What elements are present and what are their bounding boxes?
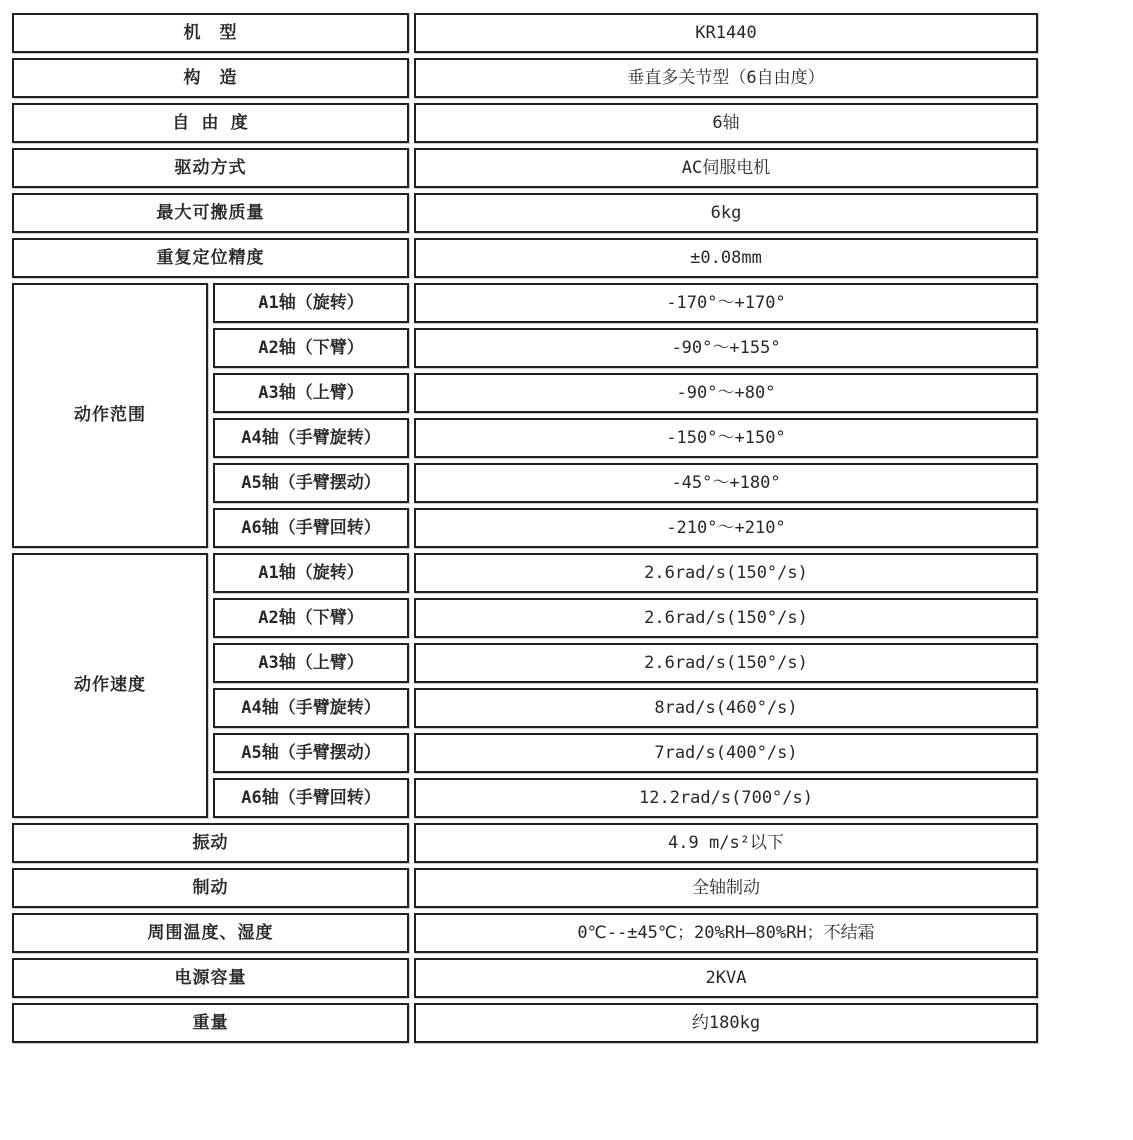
spec-label-structure: 构 造 bbox=[12, 58, 409, 98]
spec-value-drive: AC伺服电机 bbox=[414, 148, 1038, 188]
spec-value-structure: 垂直多关节型（6自由度） bbox=[414, 58, 1038, 98]
spec-label-drive: 驱动方式 bbox=[12, 148, 409, 188]
axis-label-range-a2: A2轴（下臂） bbox=[213, 328, 409, 368]
spec-label-power: 电源容量 bbox=[12, 958, 409, 998]
spec-label-model: 机 型 bbox=[12, 13, 409, 53]
spec-label-weight: 重量 bbox=[12, 1003, 409, 1043]
axis-label-range-a1: A1轴（旋转） bbox=[213, 283, 409, 323]
axis-label-speed-a2: A2轴（下臂） bbox=[213, 598, 409, 638]
axis-value-range-a2: -90°～+155° bbox=[414, 328, 1038, 368]
spec-value-brake: 全轴制动 bbox=[414, 868, 1038, 908]
axis-label-range-a4: A4轴（手臂旋转） bbox=[213, 418, 409, 458]
axis-value-range-a4: -150°～+150° bbox=[414, 418, 1038, 458]
spec-label-vibration: 振动 bbox=[12, 823, 409, 863]
axis-value-speed-a3: 2.6rad/s(150°/s) bbox=[414, 643, 1038, 683]
axis-value-speed-a6: 12.2rad/s(700°/s) bbox=[414, 778, 1038, 818]
spec-value-dof: 6轴 bbox=[414, 103, 1038, 143]
axis-value-range-a1: -170°～+170° bbox=[414, 283, 1038, 323]
axis-value-speed-a1: 2.6rad/s(150°/s) bbox=[414, 553, 1038, 593]
spec-value-ambient: 0℃--±45℃；20%RH—80%RH；不结霜 bbox=[414, 913, 1038, 953]
axis-label-speed-a4: A4轴（手臂旋转） bbox=[213, 688, 409, 728]
axis-label-range-a3: A3轴（上臂） bbox=[213, 373, 409, 413]
axis-label-speed-a1: A1轴（旋转） bbox=[213, 553, 409, 593]
axis-value-range-a5: -45°～+180° bbox=[414, 463, 1038, 503]
spec-value-power: 2KVA bbox=[414, 958, 1038, 998]
spec-value-repeatability: ±0.08mm bbox=[414, 238, 1038, 278]
spec-value-weight: 约180kg bbox=[414, 1003, 1038, 1043]
robot-spec-table bbox=[12, 13, 1038, 1043]
spec-label-repeatability: 重复定位精度 bbox=[12, 238, 409, 278]
axis-value-speed-a5: 7rad/s(400°/s) bbox=[414, 733, 1038, 773]
axis-label-speed-a3: A3轴（上臂） bbox=[213, 643, 409, 683]
axis-value-speed-a4: 8rad/s(460°/s) bbox=[414, 688, 1038, 728]
spec-value-model: KR1440 bbox=[414, 13, 1038, 53]
spec-label-brake: 制动 bbox=[12, 868, 409, 908]
axis-value-speed-a2: 2.6rad/s(150°/s) bbox=[414, 598, 1038, 638]
axis-label-speed-a5: A5轴（手臂摆动） bbox=[213, 733, 409, 773]
group-label-motion-speed: 动作速度 bbox=[12, 553, 208, 818]
axis-value-range-a6: -210°～+210° bbox=[414, 508, 1038, 548]
axis-label-speed-a6: A6轴（手臂回转） bbox=[213, 778, 409, 818]
spec-label-ambient: 周围温度、湿度 bbox=[12, 913, 409, 953]
axis-label-range-a5: A5轴（手臂摆动） bbox=[213, 463, 409, 503]
spec-label-dof: 自 由 度 bbox=[12, 103, 409, 143]
axis-value-range-a3: -90°～+80° bbox=[414, 373, 1038, 413]
spec-value-vibration: 4.9 m/s²以下 bbox=[414, 823, 1038, 863]
spec-value-payload: 6kg bbox=[414, 193, 1038, 233]
axis-label-range-a6: A6轴（手臂回转） bbox=[213, 508, 409, 548]
spec-label-payload: 最大可搬质量 bbox=[12, 193, 409, 233]
group-label-motion-range: 动作范围 bbox=[12, 283, 208, 548]
